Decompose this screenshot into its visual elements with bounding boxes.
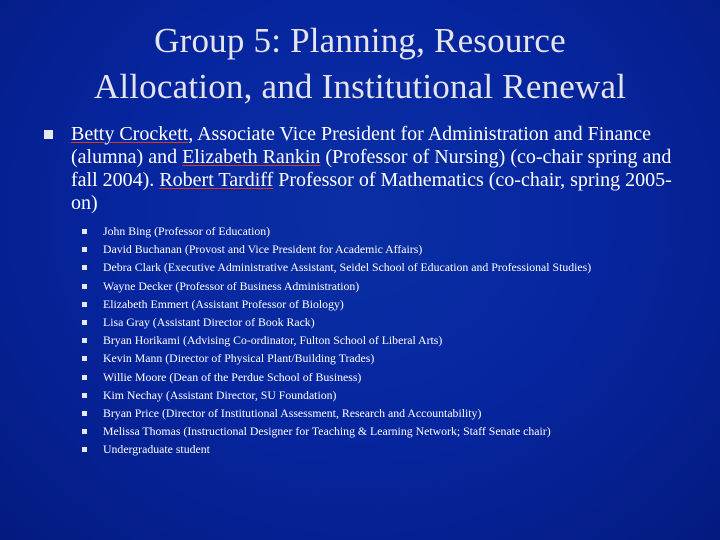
- square-bullet-icon: [82, 356, 87, 361]
- main-bullet-text: [71, 123, 691, 215]
- member-text: Melissa Thomas (Instructional Designer for Teaching & Learning Network; Staff Senate chair): [103, 424, 551, 439]
- member-text: Bryan Price (Director of Institutional Assessment, Research and Accountability): [103, 406, 482, 421]
- square-bullet-icon: [82, 338, 87, 343]
- main-text-part-1: , Associate Vice President for Administration and Finance (alumna) and: [71, 123, 651, 168]
- list-item: [82, 243, 672, 256]
- chair-name-1: Betty Crockett: [71, 123, 189, 145]
- member-text: Lisa Gray (Assistant Director of Book Rack): [103, 315, 315, 330]
- square-bullet-icon: [82, 411, 87, 416]
- list-item: [82, 389, 672, 402]
- slide-title-line-1: Group 5: Planning, Resource: [154, 21, 566, 60]
- member-text: Wayne Decker (Professor of Business Administration): [103, 278, 360, 293]
- list-item: [82, 298, 672, 311]
- list-item: [82, 443, 672, 456]
- list-item: [82, 371, 672, 384]
- slide-title: [20, 18, 700, 110]
- square-bullet-icon: [82, 265, 87, 270]
- list-item: [82, 425, 672, 438]
- list-item: [82, 261, 672, 274]
- member-text: John Bing (Professor of Education): [103, 224, 271, 238]
- member-text: Debra Clark (Executive Administrative Assistant, Seidel School of Education and Professional Studies): [103, 260, 592, 275]
- member-text: Elizabeth Emmert (Assistant Professor of Biology): [103, 296, 344, 311]
- square-bullet-icon: [82, 447, 87, 452]
- list-item: [82, 316, 672, 329]
- square-bullet-icon: [82, 320, 87, 325]
- list-item: [82, 334, 672, 347]
- member-text: Undergraduate student: [103, 442, 210, 457]
- square-bullet-icon: [82, 229, 87, 234]
- member-text: Kim Nechay (Assistant Director, SU Foundation): [103, 387, 337, 402]
- list-item: [82, 407, 672, 420]
- slide-title-line-2: Allocation, and Institutional Renewal: [93, 67, 627, 106]
- chair-name-2: Elizabeth Rankin: [182, 146, 321, 168]
- list-item: [82, 280, 672, 293]
- square-bullet-icon: [82, 284, 87, 289]
- member-text: David Buchanan (Provost and Vice President for Academic Affairs): [103, 242, 423, 257]
- square-bullet-icon: [82, 429, 87, 434]
- member-text: Kevin Mann (Director of Physical Plant/Building Trades): [103, 351, 375, 366]
- list-item: [82, 352, 672, 365]
- main-text-part-3: Professor of Mathematics (co-chair, spring 2005-on): [71, 169, 672, 214]
- square-bullet-icon: [82, 393, 87, 398]
- list-item: [82, 225, 672, 238]
- main-text-part-2: (Professor of Nursing) (co-chair spring and fall 2004).: [71, 146, 672, 191]
- square-bullet-icon: [82, 247, 87, 252]
- chair-name-3: Robert Tardiff: [159, 169, 274, 191]
- square-bullet-icon: [44, 130, 53, 139]
- square-bullet-icon: [82, 302, 87, 307]
- member-text: Willie Moore (Dean of the Perdue School of Business): [103, 369, 362, 384]
- member-text: Bryan Horikami (Advising Co-ordinator, Fulton School of Liberal Arts): [103, 333, 443, 348]
- square-bullet-icon: [82, 375, 87, 380]
- member-list: [82, 225, 672, 462]
